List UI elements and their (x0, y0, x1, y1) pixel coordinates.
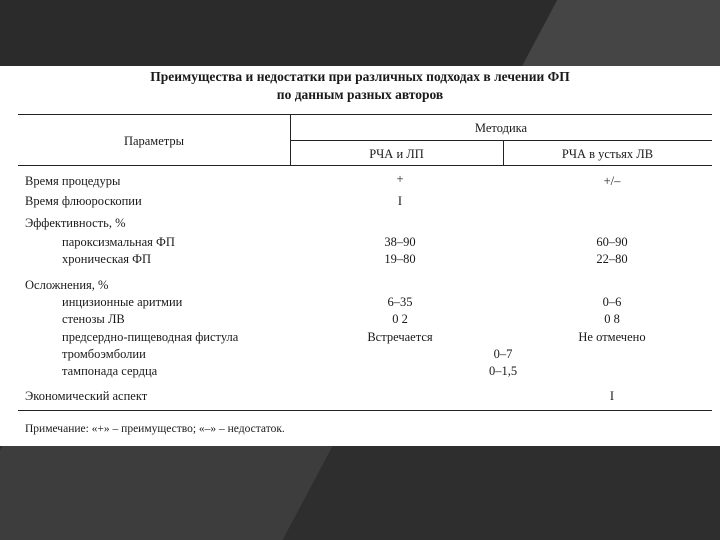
header-bottom-rule (18, 165, 712, 166)
header-parameters: Параметры (123, 134, 185, 148)
cell-value: 60–90 (596, 235, 628, 249)
row-label: тампонада сердца (62, 364, 158, 378)
cell-value: + (396, 172, 404, 186)
row-label: тромбоэмболии (62, 347, 146, 361)
cell-value: 0 2 (392, 312, 408, 326)
row-label: инцизионные аритмии (62, 295, 183, 309)
cell-value: 0–7 (493, 347, 513, 361)
row-label: стенозы ЛВ (62, 312, 125, 326)
method-subrule (290, 140, 712, 141)
row-label: Экономический аспект (25, 389, 148, 403)
document-page (0, 66, 720, 446)
cell-value: 0–1,5 (488, 364, 518, 378)
row-label: хроническая ФП (62, 252, 152, 266)
cell-value: +/– (603, 174, 621, 188)
table-title-line1: Преимущества и недостатки при различных подходах в лечении ФП (150, 69, 570, 84)
top-decor-band (0, 0, 720, 66)
header-method: Методика (474, 121, 528, 135)
cell-value: 19–80 (384, 252, 416, 266)
row-label: пароксизмальная ФП (62, 235, 175, 249)
cell-value: Не отмечено (578, 330, 646, 344)
cell-value: 22–80 (596, 252, 628, 266)
cell-value: Встречается (367, 330, 433, 344)
row-label: Время флюороскопии (25, 194, 142, 208)
header-col2: РЧА в устьях ЛВ (561, 147, 654, 161)
cell-value: I (397, 194, 403, 208)
cell-value: I (609, 389, 615, 403)
cell-value: 0–6 (602, 295, 622, 309)
cell-value: 6–35 (387, 295, 413, 309)
section-label: Эффективность, % (25, 216, 126, 230)
bottom-decor-band (0, 446, 720, 540)
section-label: Осложнения, % (25, 278, 109, 292)
cell-value: 0 8 (604, 312, 620, 326)
table-top-rule (18, 114, 712, 115)
table-note: Примечание: «+» – преимущество; «–» – недостаток. (25, 423, 285, 435)
cell-value: 38–90 (384, 235, 416, 249)
table-bottom-rule (18, 410, 712, 411)
table-title-line2: по данным разных авторов (276, 87, 444, 102)
header-col1: РЧА и ЛП (369, 147, 424, 161)
row-label: предсердно-пищеводная фистула (62, 330, 239, 344)
row-label: Время процедуры (25, 174, 121, 188)
